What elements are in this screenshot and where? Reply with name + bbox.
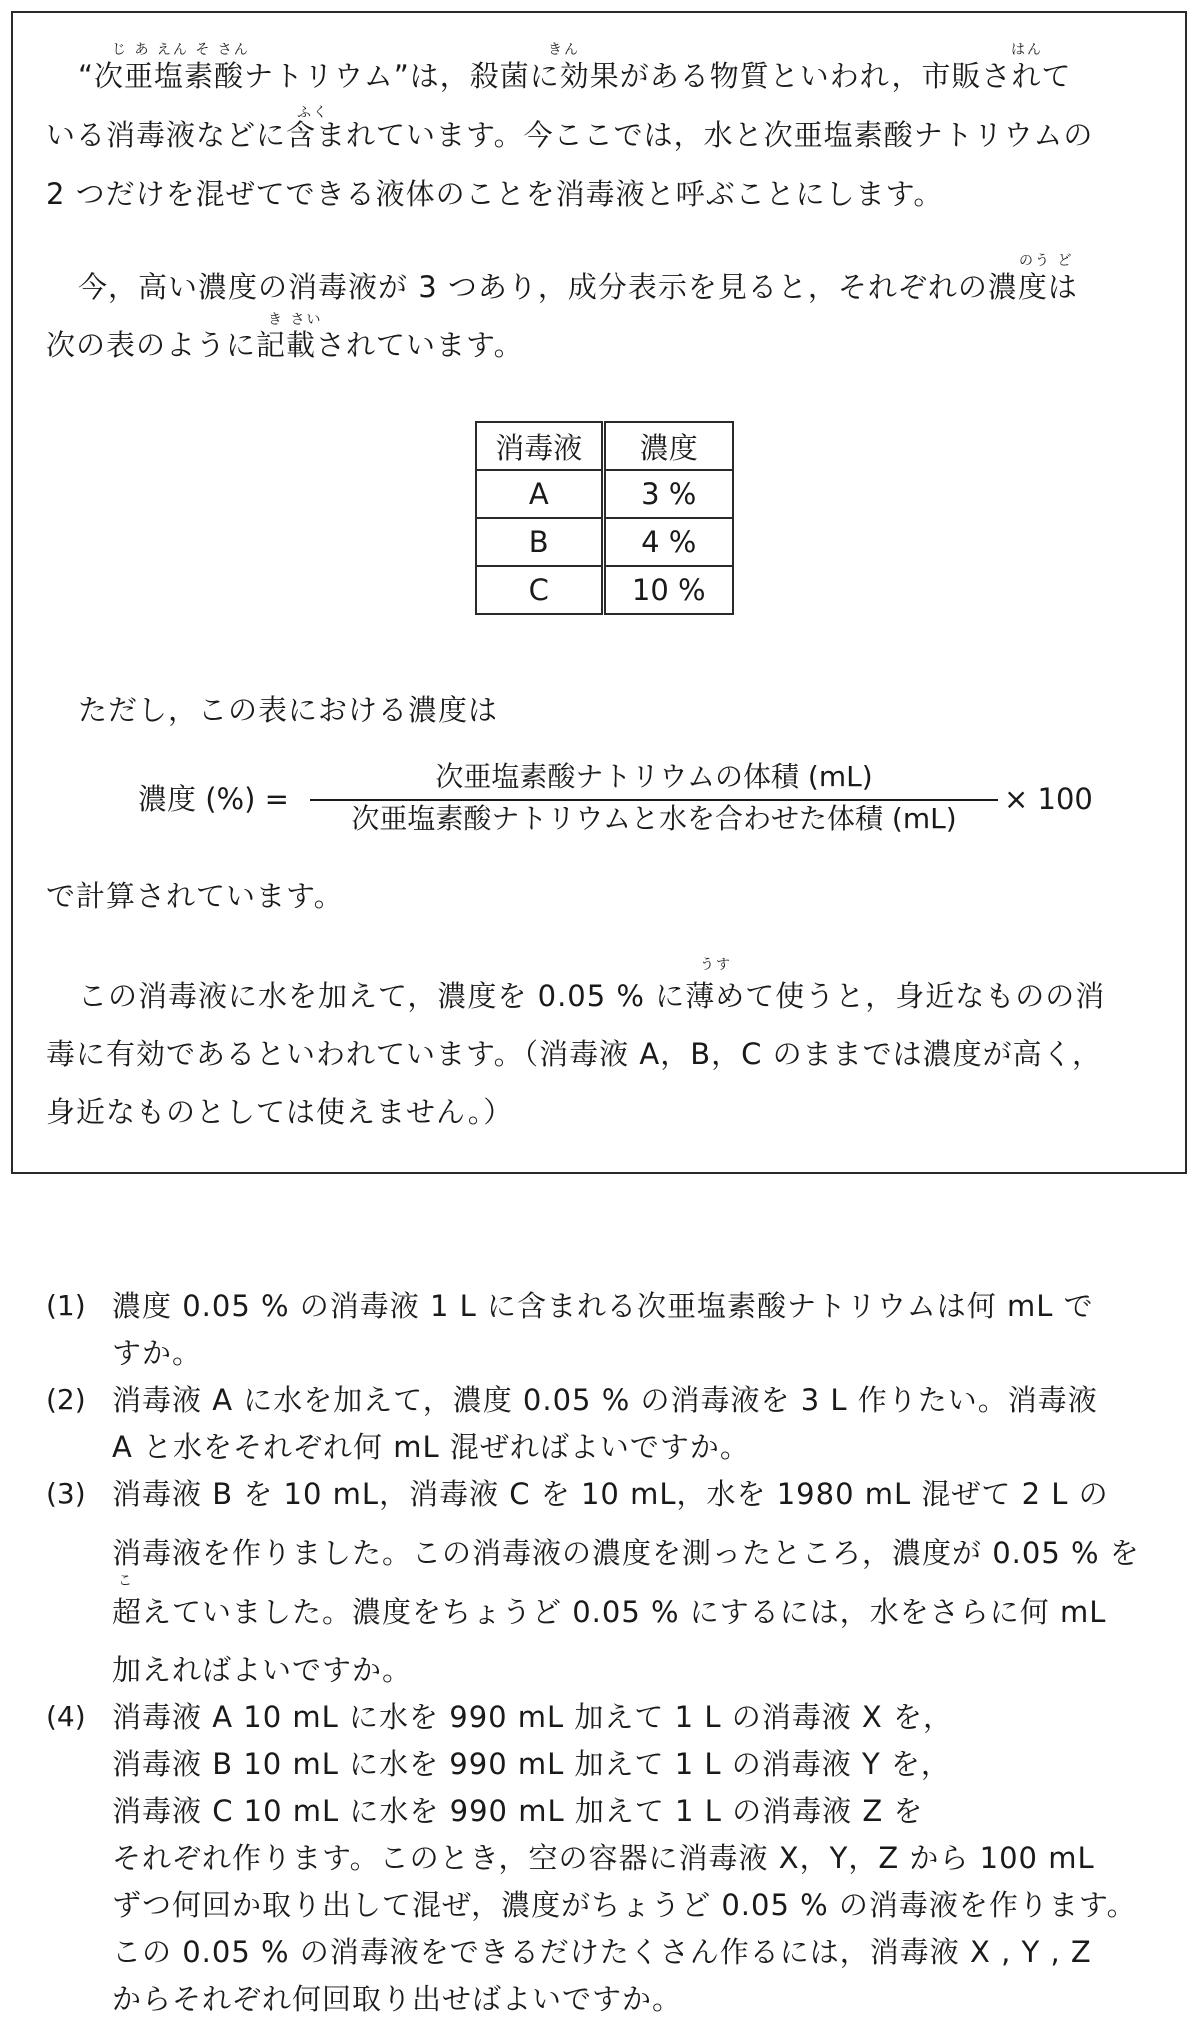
concentration-table — [475, 421, 734, 615]
question-4-line-6: この 0.05 % の消毒液をできるだけたくさん作るには，消毒液 X , Y , Z — [112, 1935, 1092, 1969]
question-3-number: (3) — [46, 1477, 86, 1510]
question-4-line-2: 消毒液 B 10 mL に水を 990 mL 加えて 1 L の消毒液 Y を， — [112, 1747, 951, 1781]
table-cell-solution: B — [476, 518, 603, 566]
passage-p1-line-3: 2 つだけを混ぜてできる液体のことを消毒液と呼ぶことにします。 — [46, 177, 944, 211]
table-header-concentration: 濃度 — [603, 422, 733, 470]
question-4-line-5: ずつ何回か取り出して混ぜ，濃度がちょうど 0.05 % の消毒液を作ります。 — [112, 1888, 1137, 1922]
furigana-jiaensosan: じ あ えん そ さん — [112, 42, 250, 58]
passage-p3: ただし，この表における濃度は — [78, 693, 499, 727]
passage-p1-line-1: “次亜塩素酸ナトリウム”は，殺菌に効果がある物質といわれ，市販されて — [78, 59, 1072, 93]
table-cell-concentration: 10 % — [603, 566, 733, 614]
table-cell-solution: A — [476, 470, 603, 518]
table-cell-concentration: 3 % — [603, 470, 733, 518]
question-1-line-2: すか。 — [112, 1336, 203, 1370]
question-2-number: (2) — [46, 1383, 86, 1416]
question-3-line-3: 超えていました。濃度をちょうど 0.05 % にするには，水をさらに何 mL — [112, 1595, 1107, 1629]
question-3-line-2: 消毒液を作りました。この消毒液の濃度を測ったところ，濃度が 0.05 % を — [112, 1536, 1140, 1570]
passage-p5-line-2: 毒に有効であるといわれています。（消毒液 A，B，C のままでは濃度が高く， — [46, 1037, 1103, 1071]
formula-right: × 100 — [1004, 782, 1093, 816]
question-3-line-1: 消毒液 B を 10 mL，消毒液 C を 10 mL，水を 1980 mL 混ぜて 2 L の — [112, 1477, 1109, 1511]
passage-p2-line-1: 今，高い濃度の消毒液が 3 つあり，成分表示を見ると，それぞれの濃度は — [78, 270, 1078, 304]
table-row — [476, 566, 733, 614]
question-1-line-1: 濃度 0.05 % の消毒液 1 L に含まれる次亜塩素酸ナトリウムは何 mL で — [112, 1289, 1094, 1323]
question-2-line-2: A と水をそれぞれ何 mL 混ぜればよいですか。 — [112, 1430, 750, 1464]
furigana-fuku: ふく — [297, 105, 329, 121]
furigana-noudo: のう ど — [1019, 253, 1074, 269]
question-4-line-3: 消毒液 C 10 mL に水を 990 mL 加えて 1 L の消毒液 Z を — [112, 1794, 924, 1828]
question-4-line-7: からそれぞれ何回取り出せばよいですか。 — [112, 1982, 683, 2016]
question-4-line-4: それぞれ作ります。このとき，空の容器に消毒液 X，Y，Z から 100 mL — [112, 1841, 1095, 1875]
question-4-line-1: 消毒液 A 10 mL に水を 990 mL 加えて 1 L の消毒液 X を， — [112, 1700, 953, 1734]
formula-fraction-bar — [310, 799, 998, 801]
question-1-number: (1) — [46, 1289, 86, 1322]
furigana-kisai: き さい — [268, 312, 323, 328]
table-cell-solution: C — [476, 566, 603, 614]
table-row — [476, 518, 733, 566]
passage-p2-line-2: 次の表のように記載されています。 — [46, 328, 524, 362]
table-cell-concentration: 4 % — [603, 518, 733, 566]
furigana-han: はん — [1011, 42, 1043, 58]
table-header-row — [476, 422, 733, 470]
formula-numerator: 次亜塩素酸ナトリウムの体積 (mL) — [435, 760, 873, 793]
furigana-ko: こ — [118, 1573, 134, 1589]
passage-p1-line-2: いる消毒液などに含まれています。今ここでは，水と次亜塩素酸ナトリウムの — [46, 118, 1094, 152]
formula-denominator: 次亜塩素酸ナトリウムと水を合わせた体積 (mL) — [351, 802, 957, 835]
table-row — [476, 470, 733, 518]
furigana-kin: きん — [548, 42, 580, 58]
furigana-usu: うす — [700, 957, 732, 973]
table-header-solution: 消毒液 — [476, 422, 603, 470]
question-2-line-1: 消毒液 A に水を加えて，濃度 0.05 % の消毒液を 3 L 作りたい。消毒液 — [112, 1383, 1098, 1417]
formula-left: 濃度 (%) = — [138, 782, 289, 816]
passage-p4: で計算されています。 — [46, 879, 344, 913]
passage-p5-line-3: 身近なものとしては使えません。） — [46, 1095, 514, 1129]
question-4-number: (4) — [46, 1700, 86, 1733]
passage-p5-line-1: この消毒液に水を加えて，濃度を 0.05 % に薄めて使うと，身近なものの消 — [78, 979, 1106, 1013]
question-3-line-4: 加えればよいですか。 — [112, 1653, 413, 1687]
